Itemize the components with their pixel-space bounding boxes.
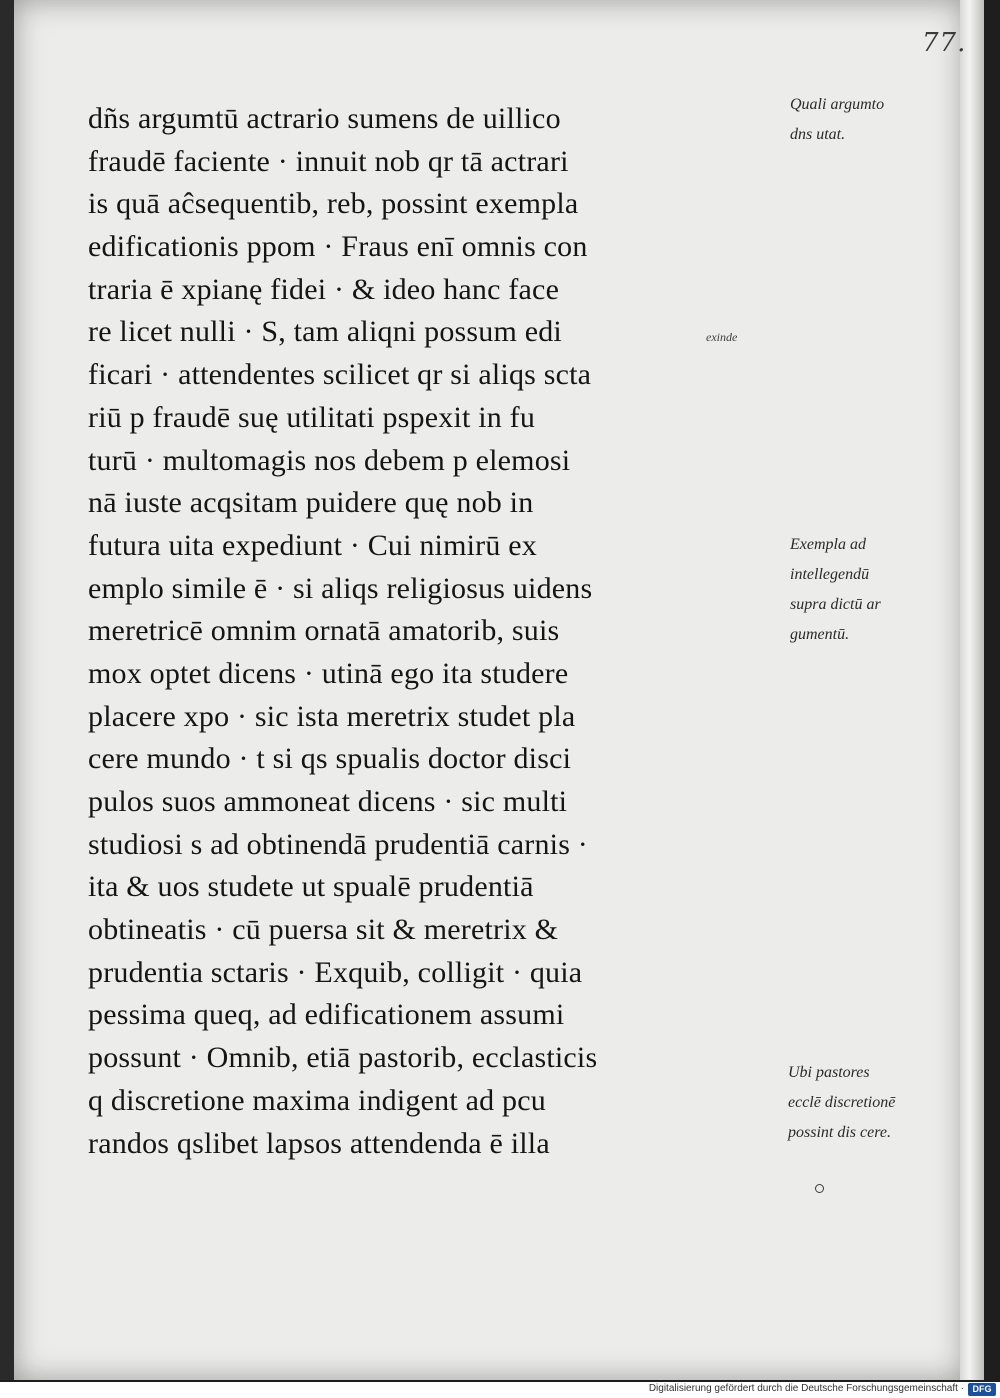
marginal-note-2	[790, 530, 881, 650]
text-line: studiosi s ad obtinendā prudentiā carnis ·	[88, 827, 588, 861]
marginal-note-line: Exempla ad	[790, 536, 866, 553]
text-line: traria ē xpianę fidei · & ideo hanc face	[88, 272, 560, 306]
text-line: re licet nulli · S, tam aliqni possum edi	[88, 315, 562, 349]
ink-ring-mark	[815, 1184, 824, 1193]
text-line: fraudē faciente · innuit nob qr tā actrari	[88, 144, 569, 178]
marginal-note-line: dns utat.	[790, 126, 846, 143]
marginal-note-line: possint dis cere.	[788, 1124, 891, 1141]
text-line: edificationis ppom · Fraus enī omnis con	[88, 230, 588, 264]
interlinear-note: exinde	[706, 330, 738, 344]
footer-bar	[0, 1382, 1000, 1398]
text-line: riū p fraudē suę utilitati pspexit in fu	[88, 400, 536, 434]
main-text-block	[88, 98, 778, 1165]
text-line: futura uita expediunt · Cui nimirū ex	[88, 528, 537, 562]
text-line: ita & uos studete ut spualē prudentiā	[88, 870, 534, 904]
text-line: possunt · Omnib, etiā pastorib, ecclasticis	[88, 1041, 598, 1075]
text-line: cere mundo · t si qs spualis doctor disci	[88, 742, 572, 776]
text-line: meretricē omnim ornatā amatorib, suis	[88, 614, 560, 648]
marginal-note-line: ecclē discretionē	[788, 1094, 896, 1111]
marginal-note-line: Quali argumto	[790, 96, 885, 113]
text-line: nā iuste acqsitam puidere quę nob in	[88, 486, 534, 520]
text-line: pulos suos ammoneat dicens · sic multi	[88, 785, 568, 818]
page-edge	[960, 0, 984, 1380]
text-line: obtineatis · cū puersa sit & meretrix &	[88, 913, 559, 947]
text-line: turū · multomagis nos debem p elemosi	[88, 443, 571, 477]
marginal-note-line: intellegendū	[790, 566, 870, 583]
text-line: mox optet dicens · utinā ego ita studere	[88, 656, 569, 690]
marginal-note-line: Ubi pastores	[788, 1064, 870, 1081]
text-line: emplo simile ē · si aliqs religiosus uidens	[88, 571, 593, 605]
text-line: prudentia sctaris · Exquib, colligit · quia	[88, 955, 583, 989]
text-line: dñs argumtū actrario sumens de uillico	[88, 102, 561, 135]
text-line: placere xpo · sic ista meretrix studet pla	[88, 699, 576, 733]
footer-credit: Digitalisierung gefördert durch die Deutsche Forschungsgemeinschaft ·	[648, 1383, 964, 1394]
marginal-note-line: gumentū.	[790, 626, 850, 643]
text-line: ficari · attendentes scilicet qr si aliqs scta	[88, 358, 592, 392]
text-line: pessima queq, ad edificationem assumi	[88, 998, 565, 1032]
text-line: q discretione maxima indigent ad pcu	[88, 1083, 546, 1117]
marginal-note-3	[788, 1058, 895, 1148]
dfg-logo: DFG	[968, 1383, 996, 1396]
text-line: randos qslibet lapsos attendenda ē illa	[88, 1126, 550, 1160]
marginal-note-line: supra dictū ar	[790, 596, 881, 613]
marginal-note-1	[790, 90, 884, 150]
folio-number: 77.	[922, 28, 967, 58]
text-line: is quā aĉsequentib, reb, possint exempla	[88, 187, 579, 221]
